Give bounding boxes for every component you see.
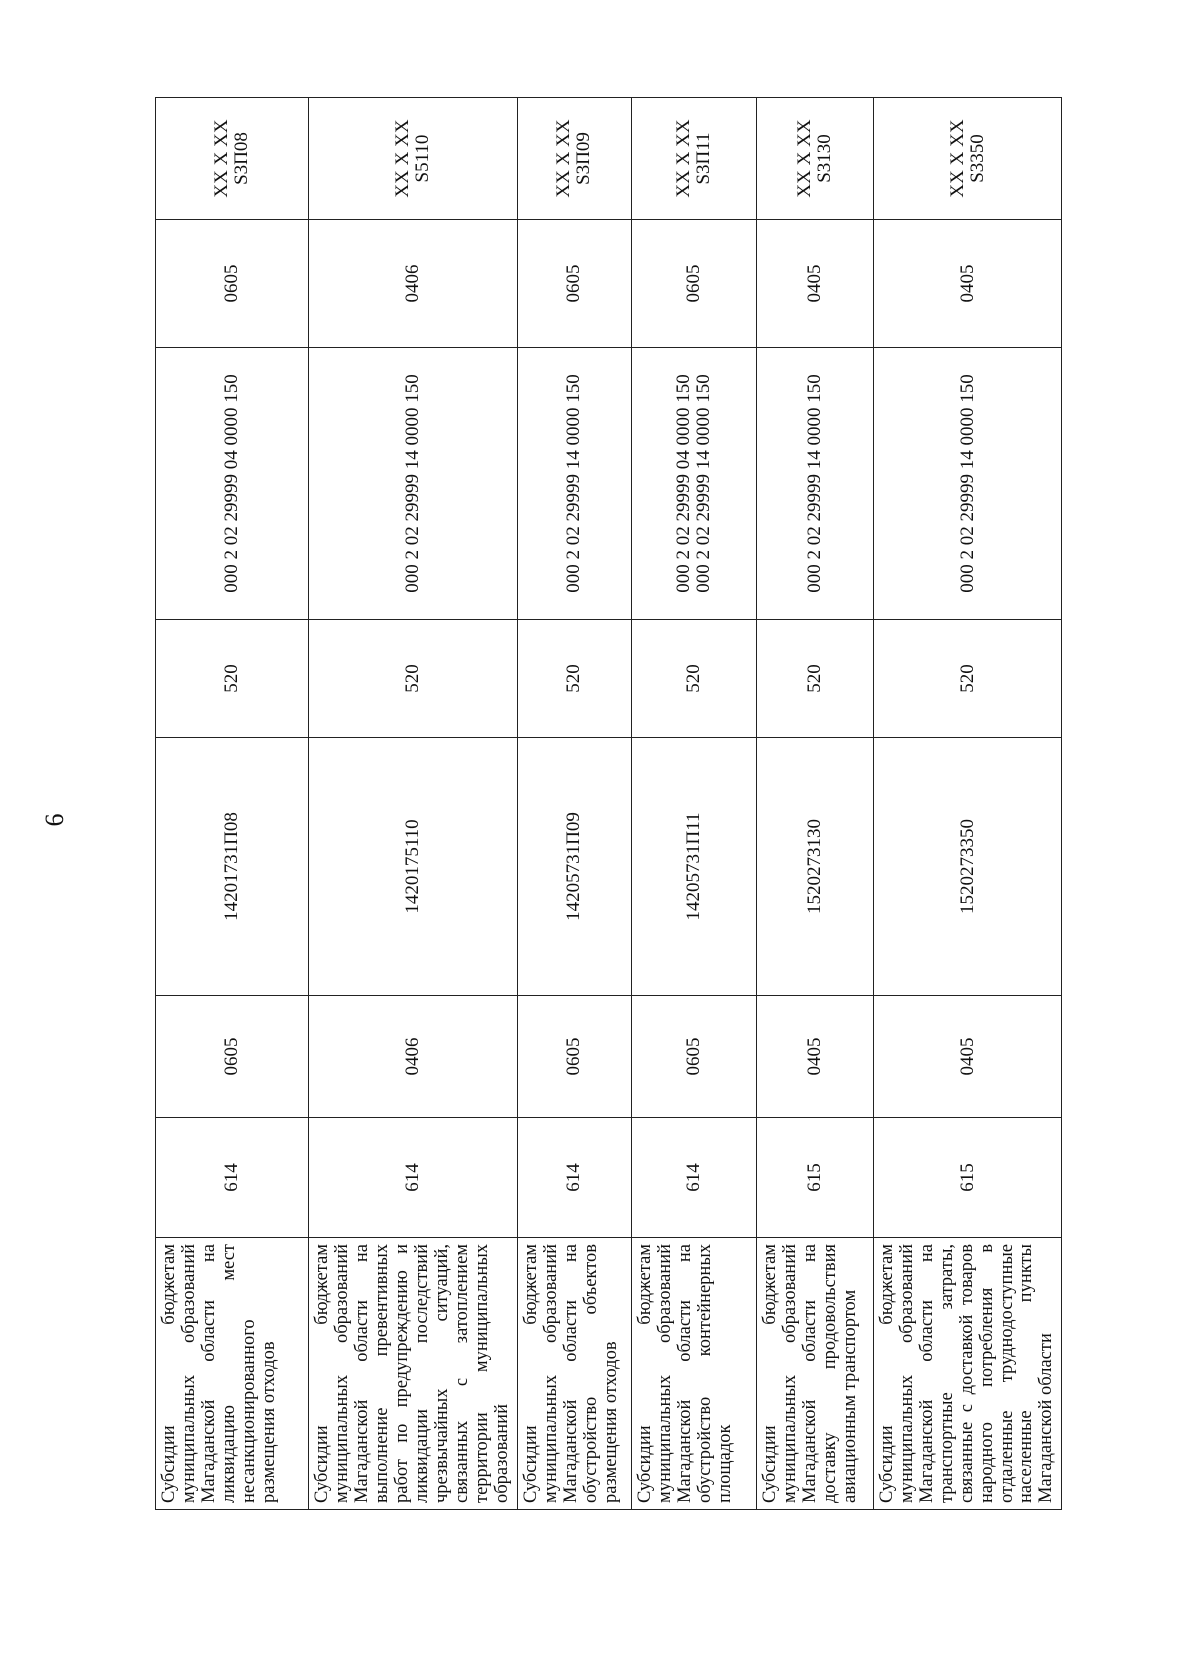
cell-local-code: XX X XX S3130 bbox=[756, 98, 873, 220]
cell-section-2: 0605 bbox=[631, 220, 756, 348]
cell-target-article: 14205731П09 bbox=[517, 738, 631, 996]
cell-section: 0605 bbox=[631, 996, 756, 1118]
cell-admin-code: 615 bbox=[756, 1118, 873, 1238]
revenue-code: 000 2 02 29999 14 0000 150 bbox=[692, 374, 714, 593]
cell-revenue-codes bbox=[156, 348, 309, 620]
cell-revenue-codes bbox=[309, 348, 518, 620]
table-row bbox=[756, 98, 873, 1510]
table-row bbox=[631, 98, 756, 1510]
cell-section: 0605 bbox=[517, 996, 631, 1118]
cell-admin-code: 614 bbox=[517, 1118, 631, 1238]
revenue-code: 000 2 02 29999 14 0000 150 bbox=[563, 374, 585, 593]
cell-revenue-codes bbox=[517, 348, 631, 620]
cell-admin-code: 614 bbox=[631, 1118, 756, 1238]
cell-target-article: 1420175110 bbox=[309, 738, 518, 996]
cell-expense-type: 520 bbox=[873, 620, 1062, 738]
table-row bbox=[309, 98, 518, 1510]
cell-name: Субсидии бюджетам муниципальных образований Магаданской области на обустройство контейнерных площадок bbox=[631, 1238, 756, 1510]
cell-section: 0405 bbox=[873, 996, 1062, 1118]
cell-name: Субсидии бюджетам муниципальных образований Магаданской области на транспортные затраты, связанные с доставкой товаров народного потребления в отдаленные труднодоступные населенные пункты Магаданской области bbox=[873, 1238, 1062, 1510]
cell-target-article: 14201731П08 bbox=[156, 738, 309, 996]
cell-expense-type: 520 bbox=[756, 620, 873, 738]
cell-name: Субсидии бюджетам муниципальных образований Магаданской области на выполнение превентивных работ по предупреждению и ликвидации последствий чрезвычайных ситуаций, связанных с затоплением территории муниципальных образований bbox=[309, 1238, 518, 1510]
cell-admin-code: 614 bbox=[156, 1118, 309, 1238]
cell-section: 0605 bbox=[156, 996, 309, 1118]
cell-name: Субсидии бюджетам муниципальных образований Магаданской области на обустройство объектов размещения отходов bbox=[517, 1238, 631, 1510]
cell-name: Субсидии бюджетам муниципальных образований Магаданской области на ликвидацию мест несанкционированного размещения отходов bbox=[156, 1238, 309, 1510]
cell-section-2: 0405 bbox=[756, 220, 873, 348]
cell-local-code: XX X XX S3П09 bbox=[517, 98, 631, 220]
cell-admin-code: 614 bbox=[309, 1118, 518, 1238]
cell-section-2: 0605 bbox=[517, 220, 631, 348]
cell-expense-type: 520 bbox=[517, 620, 631, 738]
cell-section-2: 0405 bbox=[873, 220, 1062, 348]
cell-local-code: XX X XX S3П11 bbox=[631, 98, 756, 220]
cell-revenue-codes bbox=[631, 348, 756, 620]
cell-expense-type: 520 bbox=[156, 620, 309, 738]
cell-target-article: 1520273350 bbox=[873, 738, 1062, 996]
cell-expense-type: 520 bbox=[631, 620, 756, 738]
revenue-code: 000 2 02 29999 14 0000 150 bbox=[401, 374, 423, 593]
table-row bbox=[873, 98, 1062, 1510]
cell-name: Субсидии бюджетам муниципальных образований Магаданской области на доставку продовольствия авиационным транспортом bbox=[756, 1238, 873, 1510]
revenue-code: 000 2 02 29999 14 0000 150 bbox=[803, 374, 825, 593]
subsidy-table bbox=[155, 97, 1062, 1510]
revenue-code: 000 2 02 29999 14 0000 150 bbox=[956, 374, 978, 593]
table-body bbox=[156, 98, 1062, 1510]
cell-local-code: XX X XX S3350 bbox=[873, 98, 1062, 220]
cell-expense-type: 520 bbox=[309, 620, 518, 738]
cell-section-2: 0605 bbox=[156, 220, 309, 348]
revenue-code: 000 2 02 29999 04 0000 150 bbox=[672, 374, 694, 593]
cell-admin-code: 615 bbox=[873, 1118, 1062, 1238]
cell-target-article: 14205731П11 bbox=[631, 738, 756, 996]
rotated-table-container bbox=[155, 98, 1055, 1510]
revenue-code: 000 2 02 29999 04 0000 150 bbox=[221, 374, 243, 593]
cell-section: 0406 bbox=[309, 996, 518, 1118]
page-number: 6 bbox=[40, 813, 69, 827]
cell-local-code: XX X XX S5110 bbox=[309, 98, 518, 220]
table-row bbox=[517, 98, 631, 1510]
cell-section-2: 0406 bbox=[309, 220, 518, 348]
cell-revenue-codes bbox=[756, 348, 873, 620]
table-row bbox=[156, 98, 309, 1510]
cell-local-code: XX X XX S3П08 bbox=[156, 98, 309, 220]
cell-target-article: 1520273130 bbox=[756, 738, 873, 996]
cell-section: 0405 bbox=[756, 996, 873, 1118]
cell-revenue-codes bbox=[873, 348, 1062, 620]
